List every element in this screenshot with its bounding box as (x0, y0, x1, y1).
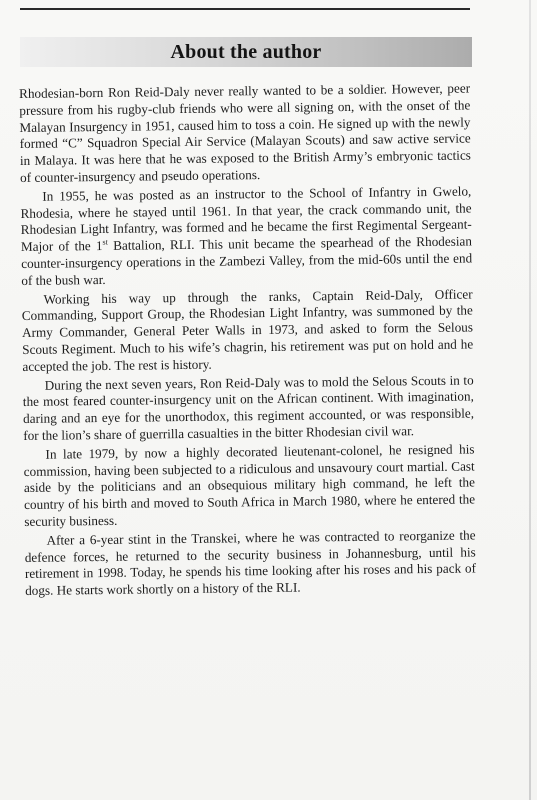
ordinal-superscript: st (102, 237, 108, 247)
bio-paragraph-2: In 1955, he was posted as an instructor to the School of Infantry in Gwelo, Rhodesia, where he stayed until 1961. In that year, the crack commando unit, the Rhodesian Light Infantry, was formed and he became the first Regimental Sergeant-Major of the 1st Battalion, RLI. This unit became the spearhead of the Rhodesian counter-insurgency operations in the Zambezi Valley, from the mid-60s until the end of the bush war. (20, 183, 473, 288)
bio-paragraph-1: Rhodesian-born Ron Reid-Daly never really wanted to be a soldier. However, peer pressure from his rugby-club friends who were all signing on, with the onset of the Malayan Insurgency in 1951, caused him to toss a coin. He signed up with the newly formed “C” Squadron Special Air Service (Malayan Scouts) and saw active service in Malaya. It was here that he was exposed to the British Army’s embryonic tactics of counter-insurgency and pseudo operations. (19, 80, 471, 185)
section-title: About the author (170, 41, 322, 63)
top-rule (20, 8, 470, 10)
bio-paragraph-4: During the next seven years, Ron Reid-Daly was to mold the Selous Scouts in to the most feared counter-insurgency unit on the African continent. With imagination, daring and an eye for the unorthodox, this regiment accounted, or was responsible, for the lion’s share of guerrilla casualties in the bitter Rhodesian civil war. (22, 372, 475, 443)
bio-paragraph-5: In late 1979, by now a highly decorated lieutenant-colonel, he resigned his commission, having been subjected to a ridiculous and unsavoury court martial. Cast aside by the politicians and an obsequious military high command, he left the country of his birth and moved to South Africa in March 1980, where he entered the security business. (23, 441, 476, 529)
page-edge-shadow (529, 0, 531, 800)
bio-paragraph-6: After a 6-year stint in the Transkei, where he was contracted to reorganize the defence forces, he returned to the security business in Johannesburg, until his retirement in 1998. Today, he spends his time looking after his roses and his pack of dogs. He starts work shortly on a history of the RLI. (24, 527, 477, 599)
author-bio (19, 80, 476, 601)
bio-paragraph-3: Working his way up through the ranks, Captain Reid-Daly, Officer Commanding, Support Group, the Rhodesian Light Infantry, was summoned by the Army Commander, General Peter Walls in 1973, and asked to form the Selous Scouts Regiment. Much to his wife’s chagrin, his retirement was put on hold and he accepted the job. The rest is history. (21, 286, 474, 374)
